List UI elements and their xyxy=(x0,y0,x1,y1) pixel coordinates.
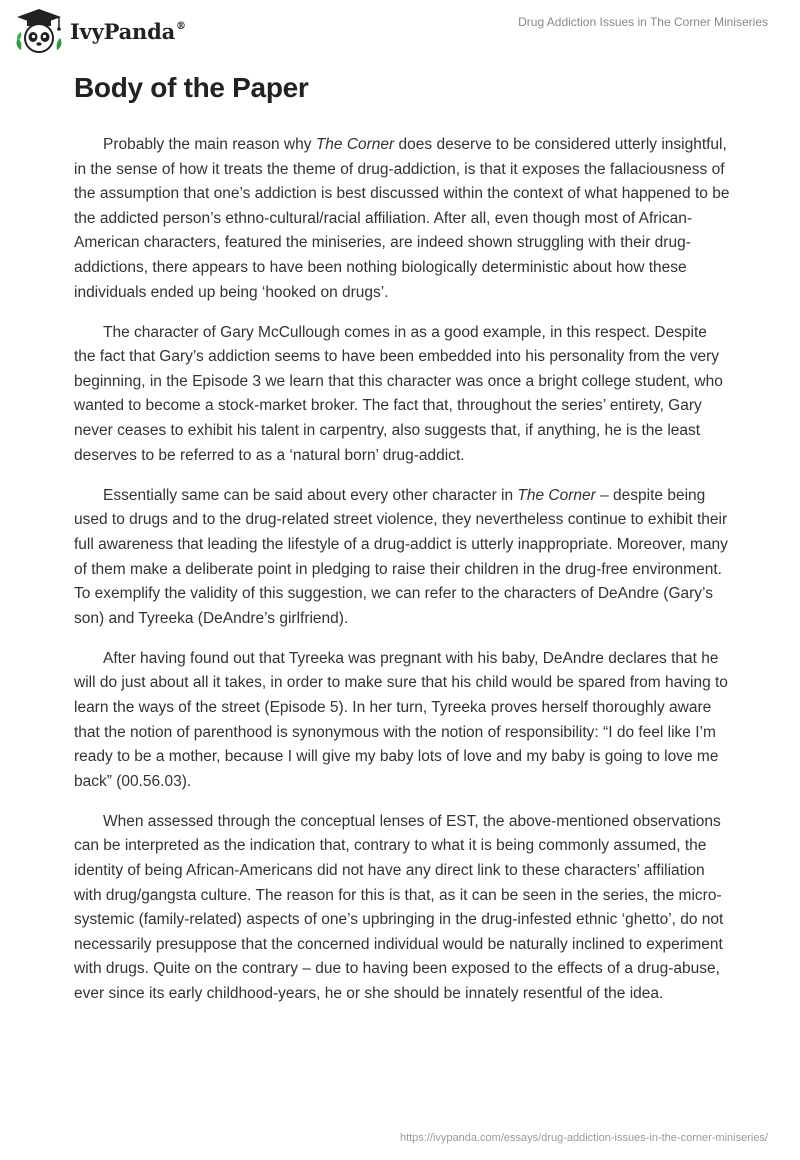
ivypanda-logo[interactable] xyxy=(14,8,186,54)
section-heading: Body of the Paper xyxy=(74,72,309,103)
registered-mark: ® xyxy=(176,20,186,32)
italic-title-text: The Corner xyxy=(315,136,395,153)
paragraph-text: – despite being used to drugs and to the drug-related street violence, they nevertheless continue to exhibit their full awareness that leading the lifestyle of a drug-addict is utterly inappropriate. Moreover, many of them make a deliberate point in pledging to raise their children in the drug-free environment. To exemplify the validity of this suggestion, we can refer to the characters of DeAndre (Gary’s son) and Tyreeka (DeAndre’s girlfriend). xyxy=(74,486,728,627)
paper-body xyxy=(74,133,732,1022)
footer-url[interactable]: https://ivypanda.com/essays/drug-addiction-issues-in-the-corner-miniseries/ xyxy=(399,1132,768,1144)
italic-title-text: The Corner xyxy=(517,486,596,504)
page-header xyxy=(0,0,800,62)
body-paragraph xyxy=(74,484,732,632)
paragraph-text: When assessed through the conceptual lenses of EST, the above-mentioned observations can be interpreted as the indication that, contrary to what it is being commonly assumed, the identity of being African-Americans did not have any direct link to these characters’ affiliation with drug/gangsta culture. The reason for this is that, as it can be seen in the series, the micro-systemic (family-related) aspects of one’s upbringing in the drug-infested ethnic ‘ghetto’, do not necessarily presuppose that the concerned individual would be naturally inclined to experiment with drugs. Quite on the contrary – due to having been exposed to the effects of a drug-abuse, ever since its early childhood-years, he or she should be innately resentful of the idea. xyxy=(74,812,724,1002)
document-title: Drug Addiction Issues in The Corner Miniseries xyxy=(518,15,768,29)
paragraph-text: The character of Gary McCullough comes in as a good example, in this respect. Despite the fact that Gary’s addiction seems to have been embedded into his personality from the very beginning, in the Episode 3 we learn that this character was once a bright college student, who wanted to become a stock-market broker. The fact that, throughout the series’ entirety, Gary never ceases to exhibit his talent in carpentry, also suggests that, if anything, he is the least deserves to be referred to as a ‘natural born’ drug-addict. xyxy=(74,323,723,464)
body-paragraph xyxy=(74,321,732,469)
brand-name xyxy=(70,19,186,44)
body-paragraph xyxy=(74,647,732,795)
brand-text: IvyPanda xyxy=(70,18,176,44)
panda-graduate-icon xyxy=(14,8,64,54)
body-paragraph xyxy=(74,810,732,1007)
paragraph-text: Probably the main reason why xyxy=(103,136,316,153)
body-paragraph xyxy=(74,133,732,305)
paragraph-text: Essentially same can be said about every other character in xyxy=(103,486,518,504)
paragraph-text: does deserve to be considered utterly insightful, in the sense of how it treats the theme of drug-addiction, is that it exposes the fallaciousness of the assumption that one’s addiction is best discussed within the context of what happened to be the addicted person’s ethno-cultural/racial affiliation. After all, even though most of African-American characters, featured the miniseries, are indeed shown struggling with their drug-addictions, there appears to have been nothing biologically deterministic about how these individuals ended up being ‘hooked on drugs’. xyxy=(74,136,730,301)
paragraph-text: After having found out that Tyreeka was pregnant with his baby, DeAndre declares that he will do just about all it takes, in order to make sure that his child would be spared from having to learn the ways of the street (Episode 5). In her turn, Tyreeka proves herself thoroughly aware that the notion of parenthood is synonymous with the notion of responsibility: “I do feel like I’m ready to be a mother, because I will give my baby lots of love and my baby is going to love me back” (00.56.03). xyxy=(74,649,728,790)
